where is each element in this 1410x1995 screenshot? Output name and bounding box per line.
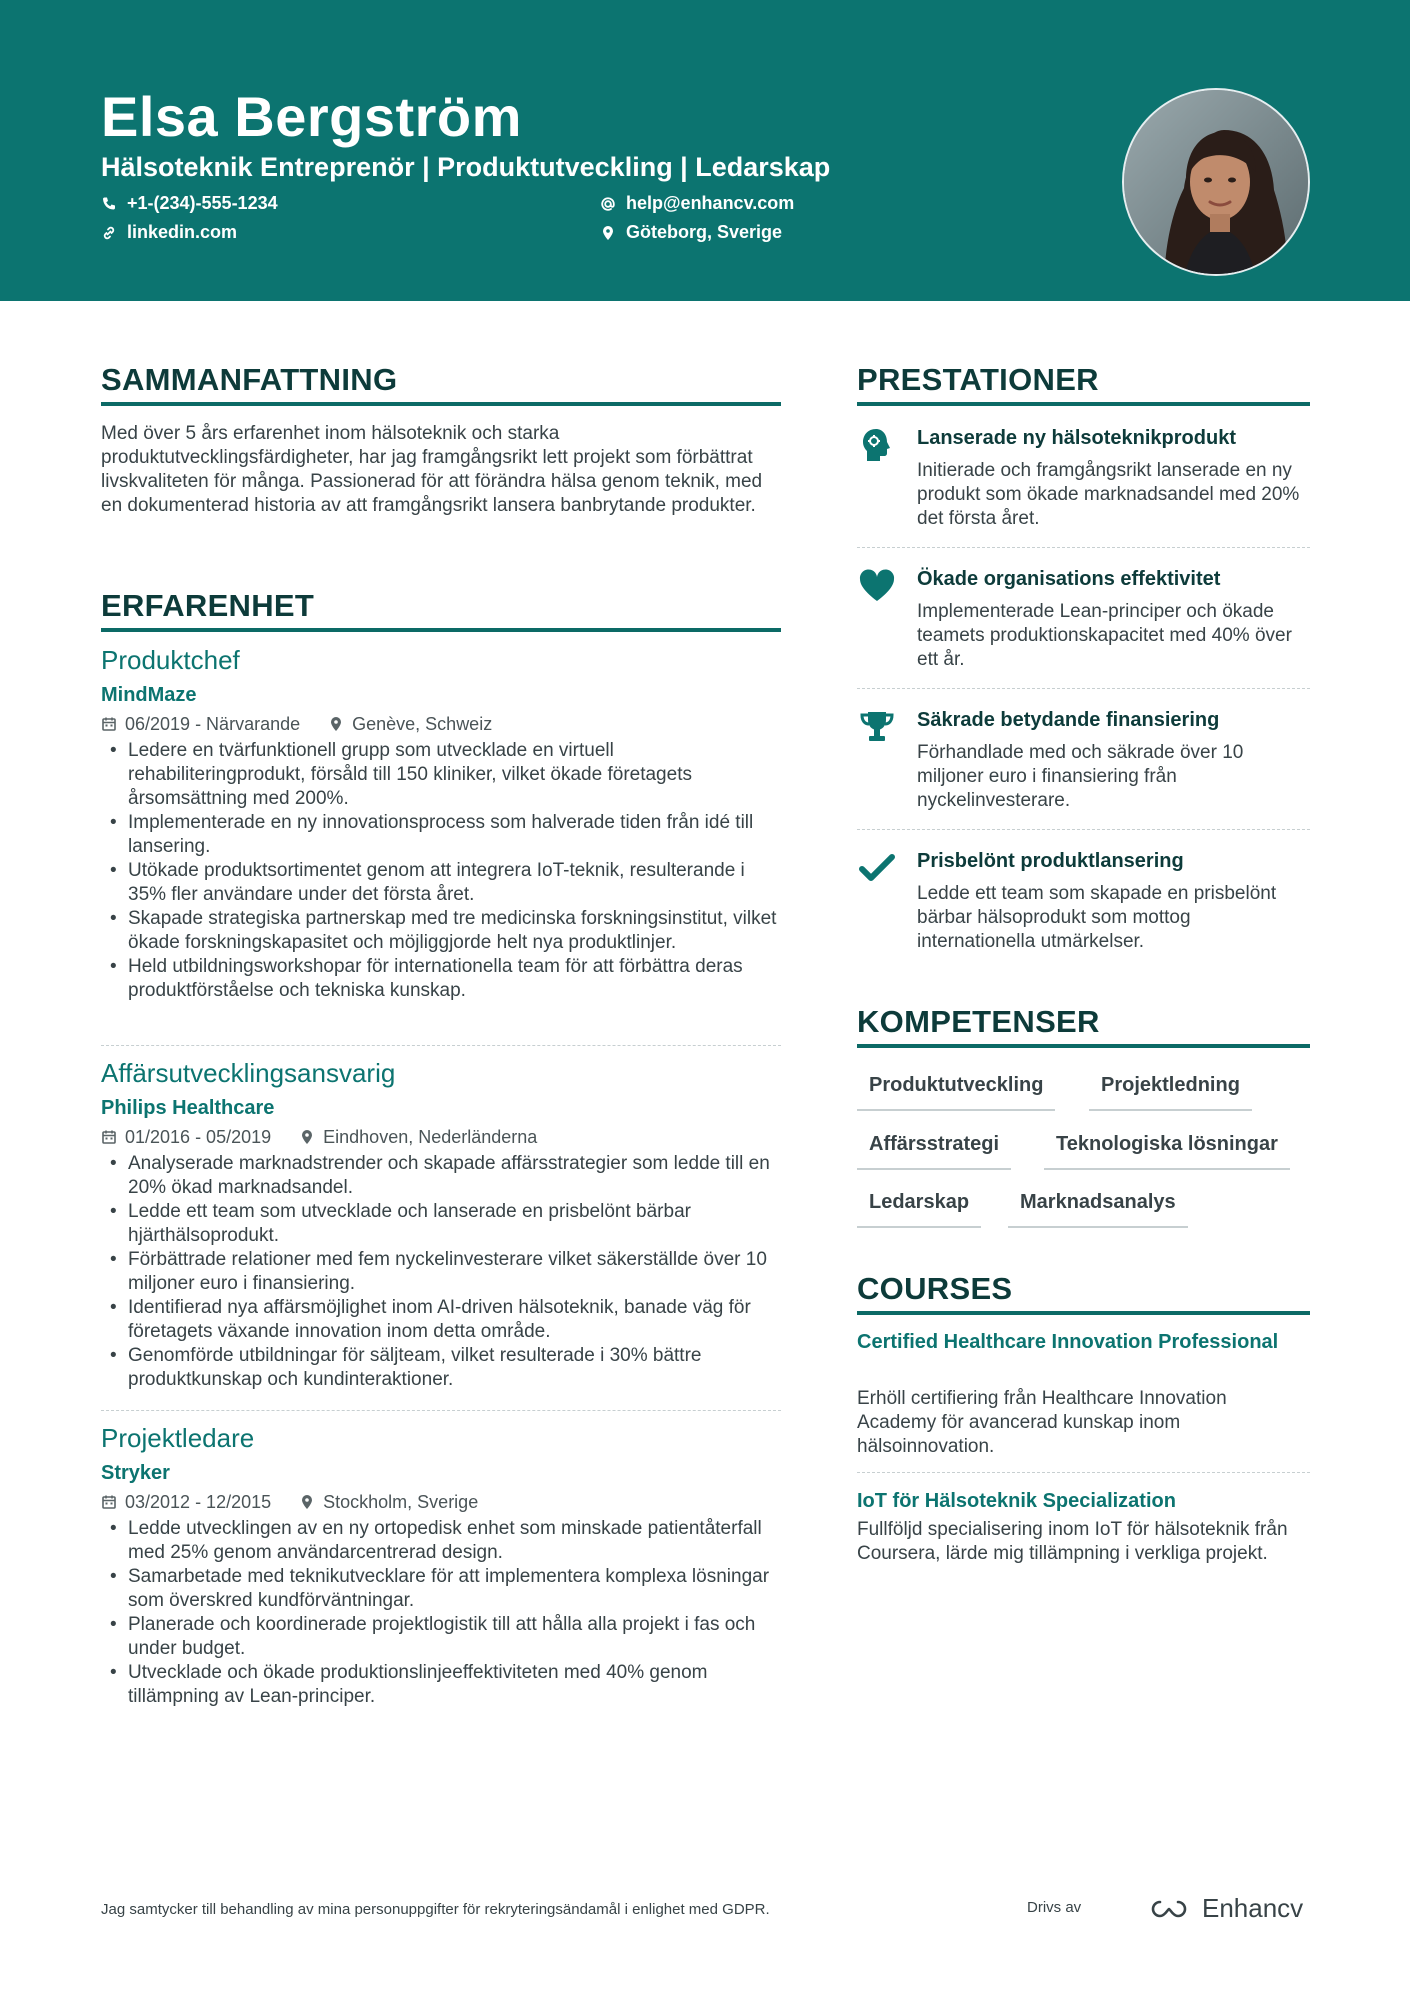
job-dates-text: 01/2016 - 05/2019: [125, 1127, 272, 1147]
contact-linkedin[interactable]: [101, 222, 237, 243]
job-meta: [101, 1490, 781, 1514]
job-meta: [101, 1125, 781, 1149]
job-entry: [101, 644, 781, 1003]
contact-location-text: Göteborg, Sverige: [626, 222, 783, 242]
course-title: Certified Healthcare Innovation Professional: [857, 1331, 1279, 1353]
enhancv-logo[interactable]: [1146, 1893, 1303, 1924]
divider: [101, 1410, 781, 1411]
achievements-rule: [857, 402, 1310, 406]
divider: [857, 547, 1310, 548]
skill-tag: Marknadsanalys: [1008, 1190, 1188, 1228]
gdpr-consent-text: Jag samtycker till behandling av mina personuppgifter för rekryteringsändamål i enlighet med GDPR.: [101, 1901, 770, 1918]
achievement-item: [857, 848, 1310, 958]
job-dates-text: 03/2012 - 12/2015: [125, 1492, 272, 1512]
powered-by-label: Drivs av: [1027, 1899, 1082, 1916]
job-bullet: • Utvecklade och ökade produktionslinjeeffektiviteten med 40% genom tillämpning av Lean-principer.: [101, 1661, 781, 1709]
job-bullets: [101, 1152, 781, 1392]
location-pin-icon: [328, 716, 344, 732]
job-title: Projektledare: [101, 1423, 255, 1453]
job-bullets: [101, 739, 781, 1003]
job-location-text: Stockholm, Sverige: [323, 1492, 479, 1512]
contact-location: [600, 222, 782, 243]
job-bullet: • Ledde ett team som utvecklade och lanserade en prisbelönt bärbar hjärthälsoprodukt.: [101, 1200, 781, 1248]
heart-icon: [857, 566, 897, 606]
summary-text: Med över 5 års erfarenhet inom hälsoteknik och starka produktutvecklingsfärdigheter, har jag framgångsrikt lett projekt som förbättrat livskvaliteten för många. Passionerad för att förändra hälsa genom teknik, med en dokumenterad historia av att framgångsrikt lansera banbrytande produkter.: [101, 423, 763, 516]
avatar: [1122, 88, 1310, 276]
achievement-desc: Initierade och framgångsrikt lanserade en ny produkt som ökade marknadsandel med 20% det första året.: [917, 460, 1300, 529]
skill-tag: Produktutveckling: [857, 1073, 1055, 1111]
job-bullet: • Förbättrade relationer med fem nyckelinvesterare vilket säkerställde över 10 miljoner euro i finansiering.: [101, 1248, 781, 1296]
job-company: Stryker: [101, 1462, 170, 1484]
enhancv-logo-icon: [1146, 1897, 1192, 1921]
skill-tag: Ledarskap: [857, 1190, 981, 1228]
job-bullet: • Utökade produktsortimentet genom att integrera IoT-teknik, resulterande i 35% fler användare under det första året.: [101, 859, 781, 907]
location-pin-icon: [600, 225, 616, 241]
summary-rule: [101, 402, 781, 406]
job-location-text: Eindhoven, Nederländerna: [323, 1127, 538, 1147]
achievement-item: [857, 707, 1310, 817]
divider: [857, 1472, 1310, 1473]
experience-rule: [101, 628, 781, 632]
job-bullet: • Genomförde utbildningar för säljteam, vilket resulterade i 30% bättre produktkunskap och kundinteraktioner.: [101, 1344, 781, 1392]
achievement-desc: Ledde ett team som skapade en prisbelönt bärbar hälsoprodukt som mottog internationella utmärkelser.: [917, 883, 1277, 952]
job-bullet: • Held utbildningsworkshopar för internationella team för att förbättra deras produktförståelse och tekniska kunskap.: [101, 955, 781, 1003]
summary-heading: SAMMANFATTNING: [101, 362, 398, 397]
job-bullet: • Implementerade en ny innovationsprocess som halverade tiden från idé till lansering.: [101, 811, 781, 859]
avatar-photo: [1124, 90, 1310, 276]
calendar-icon: [101, 1494, 117, 1510]
job-entry: [101, 1422, 781, 1709]
course-desc: Erhöll certifiering från Healthcare Innovation Academy för avancerad kunskap inom hälsoinnovation.: [857, 1388, 1227, 1457]
job-entry: [101, 1057, 781, 1392]
job-bullet: • Ledere en tvärfunktionell grupp som utvecklade en virtuell rehabiliteringprodukt, försåld till 150 kliniker, vilket ökade företagets årsomsättning med 200%.: [101, 739, 781, 811]
job-bullets: [101, 1517, 781, 1709]
skill-tag: Teknologiska lösningar: [1044, 1132, 1290, 1170]
contact-phone-text: +1-(234)-555-1234: [127, 193, 278, 213]
calendar-icon: [101, 716, 117, 732]
skill-tag: Affärsstrategi: [857, 1132, 1011, 1170]
link-icon: [101, 225, 117, 241]
job-bullet: • Identifierad nya affärsmöjlighet inom AI-driven hälsoteknik, banade väg för företagets växande innovation inom detta område.: [101, 1296, 781, 1344]
achievement-title: Ökade organisations effektivitet: [917, 568, 1221, 590]
achievement-title: Prisbelönt produktlansering: [917, 850, 1184, 872]
divider: [857, 688, 1310, 689]
job-company: MindMaze: [101, 684, 197, 706]
skills-rule: [857, 1044, 1310, 1048]
skill-tag: Projektledning: [1089, 1073, 1252, 1111]
divider: [857, 829, 1310, 830]
job-location: [299, 1490, 478, 1514]
candidate-title: Hälsoteknik Entreprenör | Produktutveckling | Ledarskap: [101, 152, 831, 182]
courses-heading: COURSES: [857, 1271, 1013, 1306]
contact-phone[interactable]: [101, 193, 278, 214]
job-location: [328, 712, 492, 736]
location-pin-icon: [299, 1129, 315, 1145]
contact-linkedin-text: linkedin.com: [127, 222, 238, 242]
candidate-name: Elsa Bergström: [101, 85, 522, 148]
achievement-title: Säkrade betydande finansiering: [917, 709, 1220, 731]
job-bullet: • Planerade och koordinerade projektlogistik till att hålla alla projekt i fas och under budget.: [101, 1613, 781, 1661]
job-bullet: • Analyserade marknadstrender och skapade affärsstrategier som ledde till en 20% ökad marknadsandel.: [101, 1152, 781, 1200]
achievement-desc: Implementerade Lean-principer och ökade teamets produktionskapacitet med 40% över ett år.: [917, 601, 1292, 670]
achievement-item: [857, 425, 1310, 535]
skills-heading: KOMPETENSER: [857, 1004, 1100, 1039]
job-title: Produktchef: [101, 645, 240, 675]
at-sign-icon: [600, 196, 616, 212]
job-location-text: Genève, Schweiz: [352, 714, 493, 734]
job-dates: [101, 1490, 271, 1514]
achievement-item: [857, 566, 1310, 676]
enhancv-logo-text: Enhancv: [1202, 1893, 1304, 1923]
achievements-heading: PRESTATIONER: [857, 362, 1099, 397]
job-dates: [101, 712, 300, 736]
phone-icon: [101, 196, 117, 212]
trophy-icon: [857, 707, 897, 747]
contact-email-text: help@enhancv.com: [626, 193, 795, 213]
contact-email[interactable]: [600, 193, 794, 214]
achievement-title: Lanserade ny hälsoteknikprodukt: [917, 427, 1236, 449]
location-pin-icon: [299, 1494, 315, 1510]
course-desc: Fullföljd specialisering inom IoT för hälsoteknik från Coursera, lärde mig tillämpning i verkliga projekt.: [857, 1519, 1288, 1564]
brain-head-icon: [857, 425, 897, 465]
job-location: [299, 1125, 537, 1149]
experience-heading: ERFARENHET: [101, 588, 315, 623]
job-bullet: • Skapade strategiska partnerskap med tre medicinska forskningsinstitut, vilket ökade forskningskapasitet och möjliggjorde helt nya produktlinjer.: [101, 907, 781, 955]
job-meta: [101, 712, 781, 736]
header-banner: [0, 0, 1410, 301]
job-bullet: • Samarbetade med teknikutvecklare för att implementera komplexa lösningar som överskred kundförväntningar.: [101, 1565, 781, 1613]
job-title: Affärsutvecklingsansvarig: [101, 1058, 396, 1088]
checkmark-icon: [857, 848, 897, 888]
job-bullet: • Ledde utvecklingen av en ny ortopedisk enhet som minskade patientåterfall med 25% genom användarcentrerad design.: [101, 1517, 781, 1565]
course-title: IoT för Hälsoteknik Specialization: [857, 1490, 1176, 1512]
calendar-icon: [101, 1129, 117, 1145]
achievement-desc: Förhandlade med och säkrade över 10 miljoner euro i finansiering från nyckelinvesterare.: [917, 742, 1244, 811]
divider: [101, 1045, 781, 1046]
job-dates: [101, 1125, 271, 1149]
courses-rule: [857, 1311, 1310, 1315]
job-dates-text: 06/2019 - Närvarande: [125, 714, 301, 734]
job-company: Philips Healthcare: [101, 1097, 275, 1119]
